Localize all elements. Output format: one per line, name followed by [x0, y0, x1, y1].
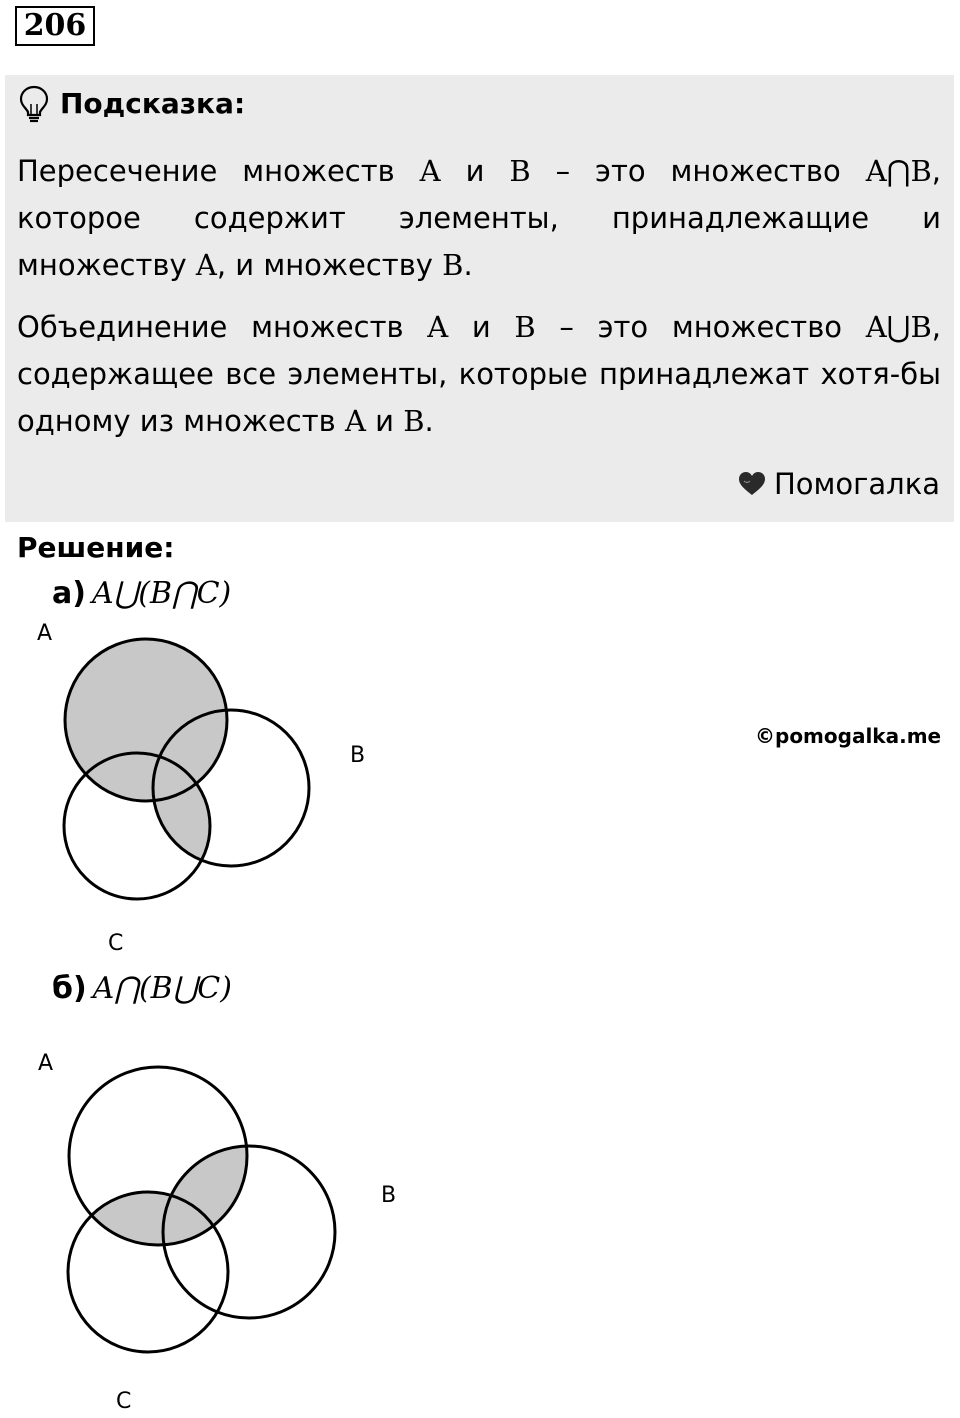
watermark: ©pomogalka.me [755, 724, 942, 748]
hint-paragraph-union [17, 304, 941, 445]
solution-title: Решение: [17, 531, 175, 564]
set-symbol: B [509, 154, 531, 188]
text: – это множество [535, 310, 866, 344]
brand [738, 462, 940, 506]
set-symbol: B [403, 404, 425, 438]
label-b: B [381, 1183, 397, 1208]
item-letter: а) [52, 576, 86, 611]
hint-title-text: Подсказка: [60, 87, 246, 120]
intersection-formula: A⋂B [865, 154, 932, 188]
set-symbol: A [195, 248, 217, 282]
union-formula: A⋃B [865, 310, 932, 344]
hint-box [5, 75, 954, 522]
item-expression: A⋃(B⋂C) [91, 576, 232, 611]
label-a: A [38, 1051, 54, 1076]
set-symbol: A [427, 310, 449, 344]
label-c: C [116, 1389, 132, 1414]
text: . [463, 248, 473, 282]
text: и [448, 310, 515, 344]
text: и [365, 404, 404, 438]
set-symbol: A [419, 154, 441, 188]
item-b-label [52, 967, 232, 1011]
text: – это множество [530, 154, 866, 188]
brand-name: Помогалка [774, 467, 940, 501]
text: , содержащее все элементы, которые принадлежат хотя-бы одному из множеств [17, 310, 941, 438]
set-symbol: A [344, 404, 366, 438]
text: и [440, 154, 510, 188]
text: Пересечение множеств [17, 154, 420, 188]
venn-diagram-a [0, 610, 400, 960]
problem-number: 206 [15, 6, 95, 46]
set-symbol: B [514, 310, 536, 344]
lightbulb-icon [18, 84, 50, 124]
heart-icon [738, 471, 766, 497]
venn-diagram-b [0, 1040, 420, 1418]
text: Объединение множеств [17, 310, 428, 344]
text: , которое содержит элементы, принадлежащие и множеству [17, 154, 941, 282]
item-expression: A⋂(B⋃C) [92, 971, 232, 1006]
text: , и множеству [216, 248, 443, 282]
text: . [424, 404, 434, 438]
item-letter: б) [52, 971, 87, 1006]
label-b: B [350, 743, 366, 768]
hint-title [18, 84, 245, 124]
set-symbol: B [442, 248, 464, 282]
hint-paragraph-intersection [17, 148, 941, 289]
label-c: C [108, 931, 124, 956]
label-a: A [37, 621, 53, 646]
